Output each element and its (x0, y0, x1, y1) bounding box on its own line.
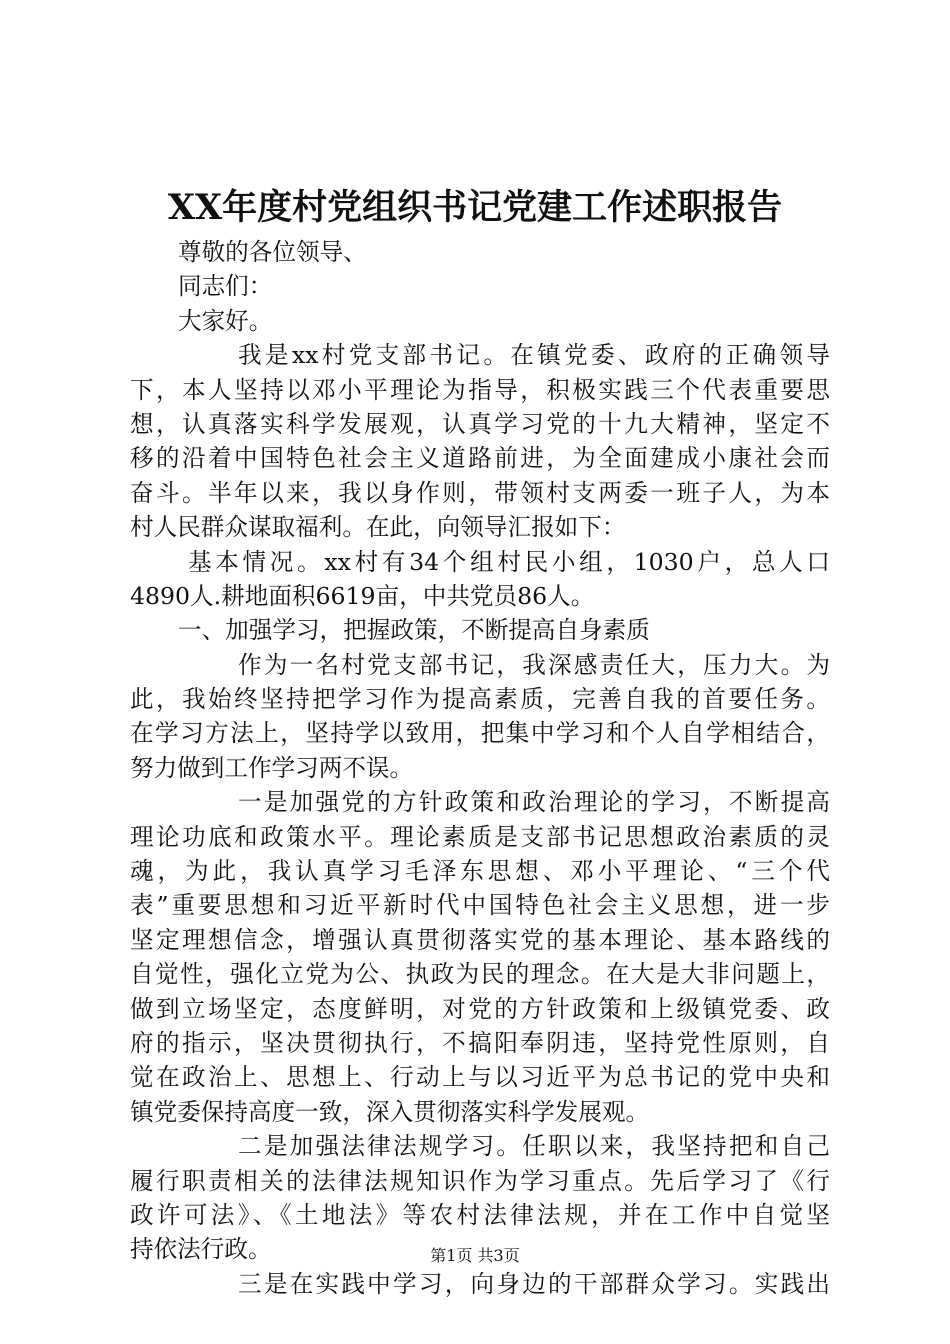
body-line: 尊敬的各位领导、 (178, 238, 367, 266)
body-line: 大家好。 (178, 306, 273, 335)
body-line: 移的沿着中国特色社会主义道路前进，为全面建成小康社会而 (130, 444, 830, 473)
section-heading: 一、加强学习，把握政策，不断提高自身素质 (178, 616, 650, 645)
body-line: 奋斗。半年以来，我以身作则，带领村支两委一班子人，为本 (130, 478, 830, 507)
body-line: 此，我始终坚持把学习作为提高素质，完善自我的首要任务。 (130, 685, 830, 714)
body-line: 在学习方法上，坚持学以致用，把集中学习和个人自学相结合， (130, 719, 830, 748)
body-line: 持依法行政。 (130, 1235, 272, 1264)
body-line: 二是加强法律法规学习。任职以来，我坚持把和自己 (238, 1132, 830, 1161)
body-line: 想，认真落实科学发展观，认真学习党的十九大精神，坚定不 (130, 409, 830, 438)
body-line: 政许可法》、《土地法》等农村法律法规，并在工作中自觉坚 (130, 1200, 830, 1229)
body-line: 理论功底和政策水平。理论素质是支部书记思想政治素质的灵 (130, 822, 830, 851)
body-line: 我是xx村党支部书记。在镇党委、政府的正确领导 (238, 341, 830, 370)
body-line: 府的指示，坚决贯彻执行，不搞阳奉阴违，坚持党性原则，自 (130, 1028, 830, 1057)
body-line: 表”重要思想和习近平新时代中国特色社会主义思想，进一步 (130, 891, 830, 920)
body-line: 镇党委保持高度一致，深入贯彻落实科学发展观。 (130, 1097, 650, 1126)
body-line: 努力做到工作学习两不误。 (130, 753, 414, 782)
body-line: 坚定理想信念，增强认真贯彻落实党的基本理论、基本路线的 (130, 925, 830, 954)
body-line: 下，本人坚持以邓小平理论为指导，积极实践三个代表重要思 (130, 375, 830, 404)
page-footer: 第1页 共3页 (430, 1246, 520, 1265)
body-line: 魂，为此，我认真学习毛泽东思想、邓小平理论、“三个代 (130, 857, 830, 886)
body-line: 基本情况。xx村有34个组村民小组，1030户，总人口 (188, 547, 830, 576)
body-line: 一是加强党的方针政策和政治理论的学习，不断提高 (238, 788, 830, 817)
body-line: 履行职责相关的法律法规知识作为学习重点。先后学习了《行 (130, 1166, 830, 1195)
body-line: 觉在政治上、思想上、行动上与以习近平为总书记的党中央和 (130, 1063, 830, 1092)
body-line: 同志们： (178, 272, 273, 301)
body-line: 自觉性，强化立党为公、执政为民的理念。在大是大非问题上， (130, 960, 830, 989)
body-line: 做到立场坚定，态度鲜明，对党的方针政策和上级镇党委、政 (130, 994, 830, 1023)
document-title: XX年度村党组织书记党建工作述职报告 (167, 187, 783, 228)
body-line: 作为一名村党支部书记，我深感责任大，压力大。为 (238, 650, 830, 679)
body-line: 4890人.耕地面积6619亩，中共党员86人。 (130, 581, 595, 610)
document-body (130, 235, 830, 1301)
body-line: 三是在实践中学习，向身边的干部群众学习。实践出 (238, 1269, 830, 1298)
body-line: 村人民群众谋取福利。在此，向领导汇报如下： (130, 513, 626, 542)
